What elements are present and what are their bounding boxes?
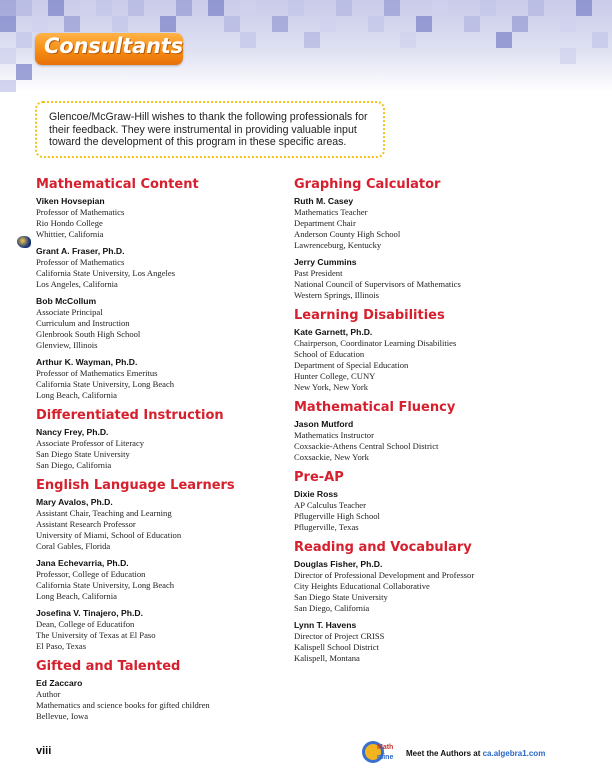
- mosaic-tile: [32, 16, 48, 32]
- mosaic-tile: [592, 32, 608, 48]
- consultant-name: Josefina V. Tinajero, Ph.D.: [36, 608, 143, 618]
- mosaic-tile: [112, 16, 128, 32]
- mosaic-tile: [368, 16, 384, 32]
- mosaic-tile: [16, 0, 32, 16]
- consultant-name: Bob McCollum: [36, 296, 97, 306]
- consultant-detail-line: San Diego State University: [294, 592, 388, 602]
- section-heading: Reading and Vocabulary: [294, 540, 472, 555]
- consultant-name: Jana Echevarria, Ph.D.: [36, 558, 129, 568]
- consultant-detail-line: Assistant Research Professor: [36, 519, 136, 529]
- consultant-entry: [36, 678, 276, 722]
- consultant-detail-line: California State University, Long Beach: [36, 379, 175, 389]
- consultant-detail-line: Associate Principal: [36, 307, 103, 317]
- consultant-name: Jerry Cummins: [294, 257, 357, 267]
- consultant-detail-line: Director of Professional Development and Professor: [294, 570, 475, 580]
- consultant-entry: [294, 419, 554, 463]
- consultant-detail-line: Long Beach, California: [36, 591, 117, 601]
- mosaic-tile: [224, 16, 240, 32]
- consultant-entry: [294, 489, 554, 533]
- mosaic-tile: [16, 64, 32, 80]
- mosaic-tile: [560, 48, 576, 64]
- consultant-detail-line: Whittier, California: [36, 229, 104, 239]
- mosaic-tile: [16, 32, 32, 48]
- consultant-detail-line: Curriculum and Instruction: [36, 318, 130, 328]
- consultant-detail-line: Professor, College of Education: [36, 569, 146, 579]
- mosaic-tile: [64, 16, 80, 32]
- intro-text: Glencoe/McGraw-Hill wishes to thank the following professionals for their feedback. They were instrumental in providing valuable input toward the development of this program in these specific areas.: [49, 111, 368, 149]
- consultant-detail-line: Mathematics Instructor: [294, 430, 374, 440]
- consultant-entry: [36, 497, 276, 552]
- section-heading: Pre-AP: [294, 470, 344, 485]
- section-heading: Graphing Calculator: [294, 177, 441, 192]
- consultant-name: Arthur K. Wayman, Ph.D.: [36, 357, 138, 367]
- consultant-detail-line: Coxsackie, New York: [294, 452, 369, 462]
- section-heading: Learning Disabilities: [294, 308, 445, 323]
- mosaic-tile: [0, 0, 16, 16]
- mosaic-tile: [208, 0, 224, 16]
- mosaic-tile: [560, 16, 576, 32]
- consultant-detail-line: Los Angeles, California: [36, 279, 118, 289]
- footer-cta: [360, 739, 600, 767]
- consultant-detail-line: California State University, Los Angeles: [36, 268, 176, 278]
- consultant-entry: [294, 327, 554, 393]
- consultant-detail-line: Glenview, Illinois: [36, 340, 98, 350]
- consultant-detail-line: Kalispell, Montana: [294, 653, 360, 663]
- consultant-detail-line: Pflugerville High School: [294, 511, 380, 521]
- mosaic-tile: [480, 0, 496, 16]
- consultant-detail-line: Mathematics Teacher: [294, 207, 368, 217]
- consultant-detail-line: Department of Special Education: [294, 360, 409, 370]
- section-heading: Mathematical Fluency: [294, 400, 456, 415]
- mosaic-tile: [336, 0, 352, 16]
- mosaic-tile: [576, 0, 592, 16]
- consultant-detail-line: National Council of Supervisors of Mathematics: [294, 279, 461, 289]
- consultant-detail-line: School of Education: [294, 349, 365, 359]
- consultant-detail-line: New York, New York: [294, 382, 369, 392]
- consultant-detail-line: Coral Gables, Florida: [36, 541, 111, 551]
- right-column: [294, 170, 554, 670]
- left-column: [36, 170, 276, 728]
- consultant-detail-line: Bellevue, Iowa: [36, 711, 89, 721]
- mosaic-tile: [0, 16, 16, 32]
- consultant-name: Kate Garnett, Ph.D.: [294, 327, 373, 337]
- consultant-detail-line: San Diego, California: [294, 603, 370, 613]
- consultant-detail-line: City Heights Educational Collaborative: [294, 581, 430, 591]
- logo-text-top: Math: [377, 744, 394, 751]
- consultant-entry: [36, 608, 276, 652]
- consultant-detail-line: San Diego State University: [36, 449, 130, 459]
- consultant-detail-line: Associate Professor of Literacy: [36, 438, 145, 448]
- consultant-detail-line: Director of Project CRISS: [294, 631, 385, 641]
- cta-label: Meet the Authors at: [406, 749, 483, 758]
- consultant-detail-line: Rio Hondo College: [36, 218, 103, 228]
- consultant-entry: [294, 196, 554, 251]
- consultant-entry: [294, 257, 554, 301]
- intro-box: [35, 101, 385, 158]
- mosaic-tile: [176, 0, 192, 16]
- consultant-detail-line: AP Calculus Teacher: [294, 500, 366, 510]
- consultant-detail-line: Anderson County High School: [294, 229, 401, 239]
- section-heading: Differentiated Instruction: [36, 408, 224, 423]
- consultant-entry: [36, 427, 276, 471]
- consultant-detail-line: Long Beach, California: [36, 390, 117, 400]
- consultant-detail-line: Western Springs, Illinois: [294, 290, 380, 300]
- section-heading: Gifted and Talented: [36, 659, 181, 674]
- mosaic-tile: [304, 32, 320, 48]
- consultant-detail-line: Past President: [294, 268, 343, 278]
- consultant-entry: [36, 196, 276, 240]
- consultant-entry: [36, 296, 276, 351]
- mosaic-tile: [48, 0, 64, 16]
- bookmark-icon: [17, 236, 31, 248]
- math-online-logo-icon: [360, 739, 400, 765]
- mosaic-tile: [512, 16, 528, 32]
- mosaic-tile: [160, 16, 176, 32]
- consultant-detail-line: Hunter College, CUNY: [294, 371, 376, 381]
- consultant-detail-line: Dean, College of Educatifon: [36, 619, 135, 629]
- consultant-entry: [294, 559, 554, 614]
- consultant-detail-line: Kalispell School District: [294, 642, 379, 652]
- mosaic-tile: [416, 16, 432, 32]
- section-heading: Mathematical Content: [36, 177, 199, 192]
- consultant-detail-line: California State University, Long Beach: [36, 580, 175, 590]
- page-number: viii: [36, 745, 52, 757]
- consultant-detail-line: Professor of Mathematics: [36, 207, 125, 217]
- mosaic-tile: [80, 0, 96, 16]
- consultant-entry: [294, 620, 554, 664]
- consultant-name: Lynn T. Havens: [294, 620, 357, 630]
- page-title: Consultants: [44, 34, 183, 58]
- mosaic-tile: [128, 0, 144, 16]
- consultant-detail-line: Professor of Mathematics Emeritus: [36, 368, 158, 378]
- consultant-detail-line: University of Miami, School of Education: [36, 530, 182, 540]
- consultant-name: Dixie Ross: [294, 489, 338, 499]
- mosaic-tile: [0, 48, 16, 64]
- consultant-detail-line: Chairperson, Coordinator Learning Disabilities: [294, 338, 457, 348]
- consultant-entry: [36, 246, 276, 290]
- consultant-detail-line: El Paso, Texas: [36, 641, 87, 651]
- consultant-detail-line: Author: [36, 689, 61, 699]
- consultant-name: Ruth M. Casey: [294, 196, 354, 206]
- mosaic-tile: [528, 0, 544, 16]
- mosaic-tile: [96, 0, 112, 16]
- consultant-name: Ed Zaccaro: [36, 678, 83, 688]
- consultant-detail-line: Assistant Chair, Teaching and Learning: [36, 508, 172, 518]
- logo-text-bottom: nline: [377, 754, 394, 761]
- consultant-detail-line: Professor of Mathematics: [36, 257, 125, 267]
- consultant-name: Douglas Fisher, Ph.D.: [294, 559, 383, 569]
- footer-cta-text: [406, 749, 545, 758]
- mosaic-tile: [272, 16, 288, 32]
- consultant-detail-line: Mathematics and science books for gifted children: [36, 700, 210, 710]
- consultant-detail-line: The University of Texas at El Paso: [36, 630, 156, 640]
- consultant-detail-line: Pflugerville, Texas: [294, 522, 359, 532]
- consultant-name: Jason Mutford: [294, 419, 354, 429]
- consultant-detail-line: Glenbrook South High School: [36, 329, 141, 339]
- mosaic-tile: [464, 16, 480, 32]
- consultant-detail-line: San Diego, California: [36, 460, 112, 470]
- mosaic-tile: [400, 32, 416, 48]
- mosaic-tile: [320, 16, 336, 32]
- section-heading: English Language Learners: [36, 478, 235, 493]
- mosaic-tile: [432, 0, 448, 16]
- consultant-detail-line: Department Chair: [294, 218, 356, 228]
- mosaic-tile: [240, 32, 256, 48]
- mosaic-tile: [0, 80, 16, 92]
- mosaic-tile: [288, 0, 304, 16]
- consultant-name: Mary Avalos, Ph.D.: [36, 497, 113, 507]
- consultant-name: Grant A. Fraser, Ph.D.: [36, 246, 125, 256]
- consultant-name: Nancy Frey, Ph.D.: [36, 427, 109, 437]
- mosaic-tile: [240, 0, 256, 16]
- consultant-entry: [36, 357, 276, 401]
- mosaic-tile: [496, 32, 512, 48]
- consultant-detail-line: Coxsackie-Athens Central School District: [294, 441, 439, 451]
- consultant-entry: [36, 558, 276, 602]
- authors-link[interactable]: ca.algebra1.com: [482, 749, 546, 758]
- consultant-detail-line: Lawrenceburg, Kentucky: [294, 240, 382, 250]
- mosaic-tile: [384, 0, 400, 16]
- consultant-name: Viken Hovsepian: [36, 196, 105, 206]
